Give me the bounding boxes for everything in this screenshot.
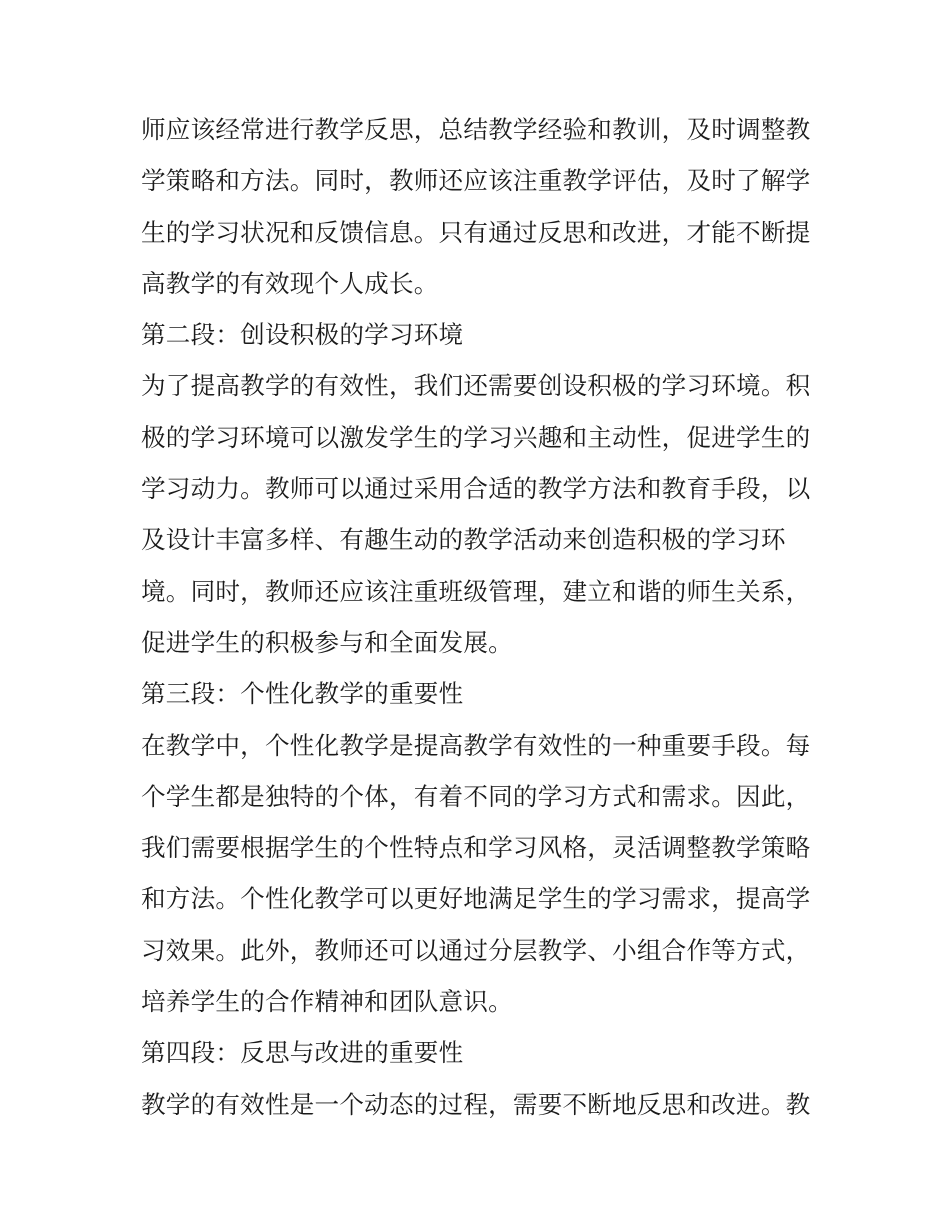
section-heading: 第三段：个性化教学的重要性 <box>141 679 464 709</box>
body-line: 学习动力。教师可以通过采用合适的教学方法和教育手段，以 <box>141 474 811 504</box>
section-heading: 第二段：创设积极的学习环境 <box>141 320 464 350</box>
body-line: 高教学的有效现个人成长。 <box>141 268 439 298</box>
body-line: 培养学生的合作精神和团队意识。 <box>141 987 513 1017</box>
body-line: 及设计丰富多样、有趣生动的教学活动来创造积极的学习环 <box>141 525 786 555</box>
body-line: 生的学习状况和反馈信息。只有通过反思和改进，才能不断提 <box>141 217 811 247</box>
body-line: 和方法。个性化教学可以更好地满足学生的学习需求，提高学 <box>141 884 811 914</box>
body-line: 我们需要根据学生的个性特点和学习风格，灵活调整教学策略 <box>141 833 811 863</box>
body-line: 境。同时，教师还应该注重班级管理，建立和谐的师生关系， <box>141 576 811 606</box>
body-line: 为了提高教学的有效性，我们还需要创设积极的学习环境。积 <box>141 371 811 401</box>
section-heading: 第四段：反思与改进的重要性 <box>141 1038 464 1068</box>
body-line: 促进学生的积极参与和全面发展。 <box>141 627 513 657</box>
body-line: 习效果。此外，教师还可以通过分层教学、小组合作等方式， <box>141 935 811 965</box>
body-line: 教学的有效性是一个动态的过程，需要不断地反思和改进。教 <box>141 1089 811 1119</box>
body-line: 学策略和方法。同时，教师还应该注重教学评估，及时了解学 <box>141 166 811 196</box>
body-line: 个学生都是独特的个体，有着不同的学习方式和需求。因此， <box>141 781 811 811</box>
body-line: 极的学习环境可以激发学生的学习兴趣和主动性，促进学生的 <box>141 422 811 452</box>
body-line: 在教学中，个性化教学是提高教学有效性的一种重要手段。每 <box>141 730 811 760</box>
document-body <box>141 107 816 1133</box>
body-line: 师应该经常进行教学反思，总结教学经验和教训，及时调整教 <box>141 115 811 144</box>
